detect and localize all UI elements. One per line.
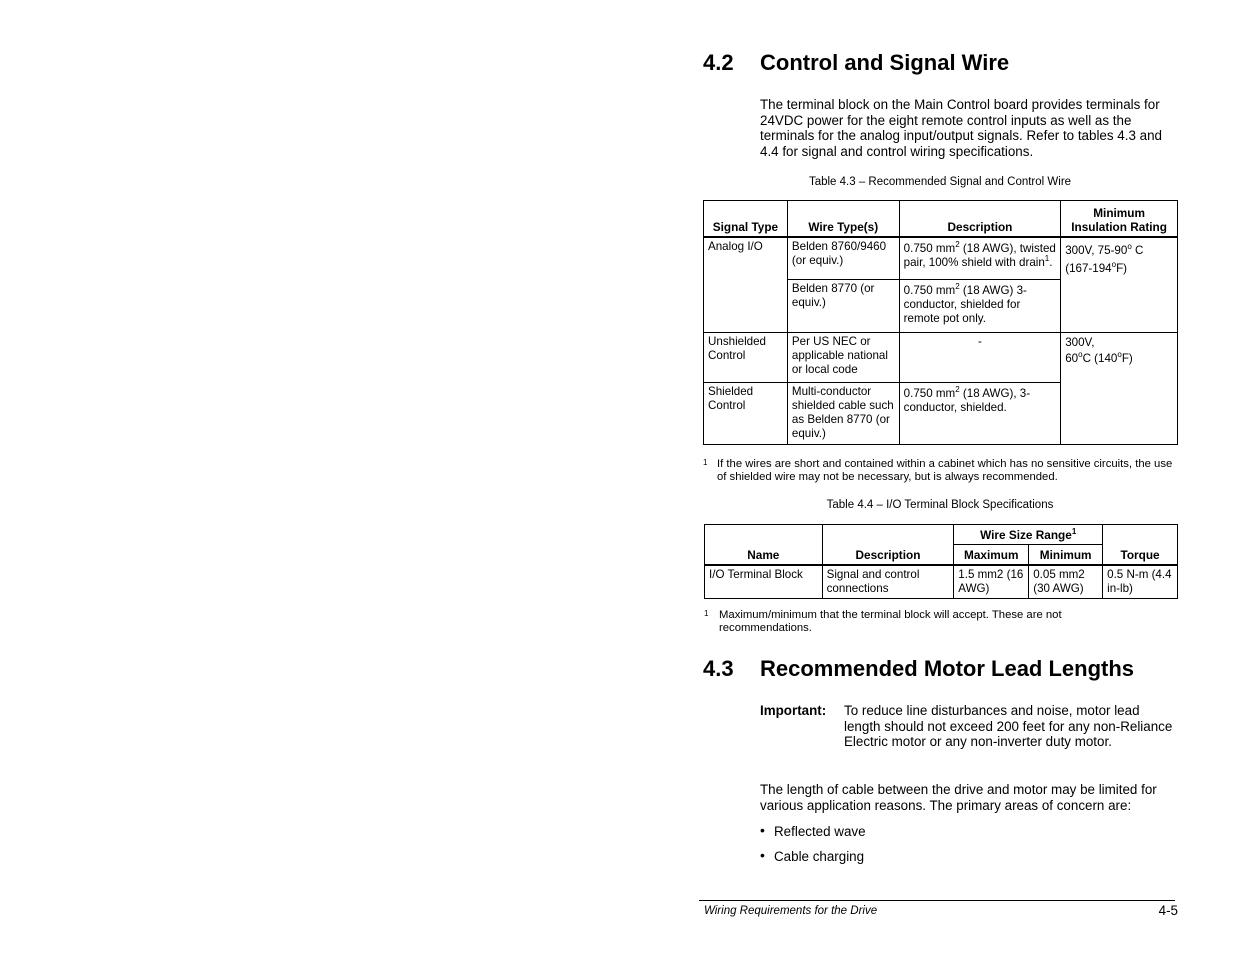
table-cell: 0.05 mm2 (30 AWG) [1029,565,1103,599]
footer-title: Wiring Requirements for the Drive [704,905,878,917]
section-title: Control and Signal Wire [760,50,1010,75]
table-cell: 0.5 N-m (4.4 in-lb) [1103,565,1178,599]
table-cell: 1.5 mm2 (16 AWG) [954,565,1029,599]
table-cell: 0.750 $mm^2$ (18 AWG), twisted pair, 100% shield with drain$^1$. [899,237,1061,280]
section-number: 4.2 [703,50,734,75]
table-cell: 0.750 $mm^2$ (18 AWG), 3-conductor, shielded. [899,383,1061,445]
important-text: To reduce line disturbances and noise, motor lead length should not exceed 200 feet for any non-Reliance Electric motor or any non-inverter duty motor. [844,703,1173,749]
important-label: Important: [760,703,827,718]
list-item-label: Cable charging [774,849,865,864]
table-cell: Per US NEC or applicable national or local code [787,333,899,383]
table-cell: Unshielded Control [704,333,788,383]
section-4-3-heading [703,656,1183,684]
section-number: 4.3 [703,656,734,681]
table-row [705,565,1178,599]
section-title: Recommended Motor Lead Lengths [760,656,1135,681]
footnote-mark: 1 [703,458,708,467]
footnote-text: Maximum/minimum that the terminal block will accept. These are not recommendations. [719,609,1062,634]
list-item [760,849,960,865]
table-cell: - [899,333,1061,383]
table-row [704,237,1178,280]
table-cell: Multi-conductor shielded cable such as Belden 8770 (or equiv.) [787,383,899,445]
column-header: Signal Type [704,201,788,237]
table-cell: Belden 8760/9460 (or equiv.) [787,237,899,280]
table-cell: Analog I/O [704,237,788,333]
column-header: Wire Size Range$^1$ [954,525,1103,545]
section-4-3-paragraph: The length of cable between the drive and motor may be limited for various application reasons. The primary areas of concern are: [760,782,1157,813]
column-header: Description [899,201,1061,237]
table-4-4-footnote [704,609,1124,635]
table-cell: I/O Terminal Block [705,565,823,599]
column-header: Torque [1103,525,1178,565]
table-4-4 [704,524,1178,599]
table-row [704,333,1178,383]
table-cell: 300V, 75-90$^o$ C (167-194$^o$F) [1061,237,1178,333]
section-4-2-paragraph: The terminal block on the Main Control board provides terminals for 24VDC power for the eight remote control inputs as well as the terminals for the analog input/output signals. Refer to tables 4.3 and 4.4 for signal and control wiring specifications. [760,97,1162,159]
table-cell: Signal and control connections [822,565,954,599]
footer-rule [699,900,1175,901]
list-item-label: Reflected wave [774,824,866,839]
column-header: Minimum [1029,545,1103,565]
section-4-2-heading [703,50,1183,78]
footnote-text: If the wires are short and contained within a cabinet which has no sensitive circuits, the use of shielded wire may not be necessary, but is always recommended. [717,458,1173,483]
column-header: Name [705,525,823,565]
footnote-mark: 1 [704,609,709,618]
page-number: 4-5 [1158,903,1178,918]
table-cell: Belden 8770 (or equiv.) [787,280,899,333]
table-4-4-caption: Table 4.4 – I/O Terminal Block Specifications [826,499,1054,511]
table-4-3 [703,200,1178,445]
bullet-icon: • [760,847,765,863]
column-header: Description [822,525,954,565]
table-cell: 0.750 $mm^2$ (18 AWG) 3-conductor, shielded for remote pot only. [899,280,1061,333]
table-cell: Shielded Control [704,383,788,445]
table-4-3-caption: Table 4.3 – Recommended Signal and Control Wire [808,176,1072,188]
list-item [760,824,960,840]
column-header: Minimum Insulation Rating [1061,201,1178,237]
table-4-3-footnote [703,458,1181,484]
column-header: Wire Type(s) [787,201,899,237]
bullet-icon: • [760,822,765,838]
table-cell: 300V, 60$^o$C (140$^o$F) [1061,333,1178,445]
column-header: Maximum [954,545,1029,565]
